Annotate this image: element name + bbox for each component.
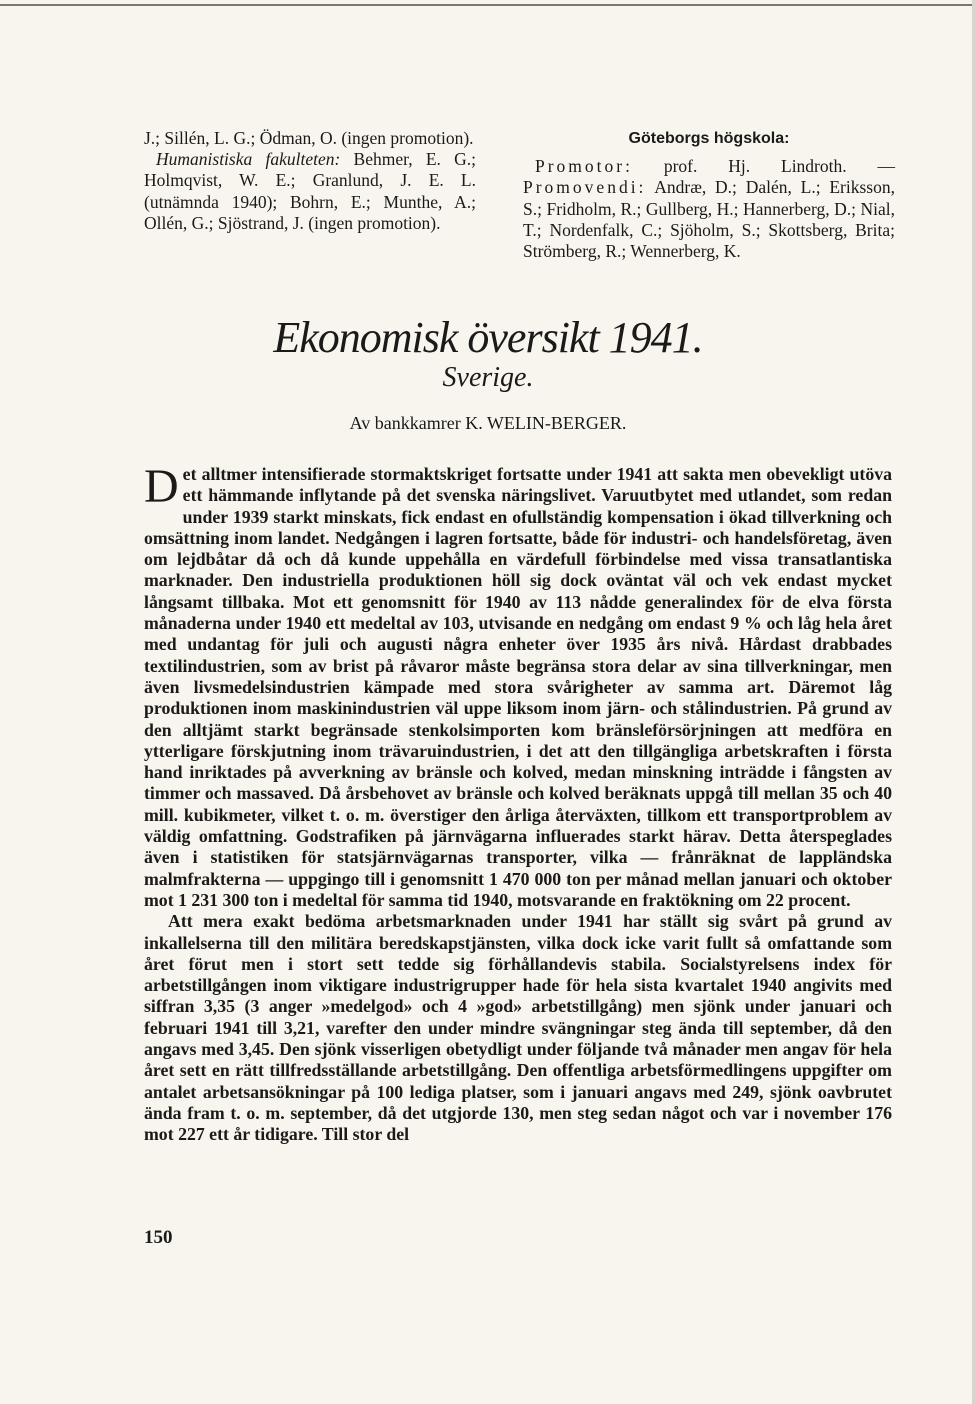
article-title: Ekonomisk översikt 1941. <box>273 313 703 362</box>
paragraph-2: Att mera exakt bedöma arbetsmarknaden under 1941 har ställt sig svårt på grund av inkallelserna till den militära beredskapstjänsten, vilka dock icke varit fullt så omfattande som året förut men i stort sett tedde sig förhållandevis stabila. Socialstyrelsens index för arbetstillgången inom viktigare industrigrupper hade för hela sista kvartalet 1940 angivits med siffran 3,35 (3 anger »medelgod» och 4 »god» arbetstillgång) men sjönk under januari och februari 1941 till 3,21, varefter den under mindre svängningar steg ända till september, då den angavs med 3,45. Den sjönk visserligen obetydligt under följande två månader men angav för hela året sett en rätt tillfredsställande arbetstillgång. Den offentliga arbetsförmedlingens uppgifter om antalet arbetsansökningar på 100 lediga platser, som i januari angavs med 249, sjönk oavbrutet ända fram t. o. m. september, då det utgjorde 130, men steg sedan något och var i november 176 mot 227 ett år tidigare. Till stor del <box>144 911 892 1145</box>
article-author: Av bankkamrer K. WELIN-BERGER. <box>349 413 627 433</box>
drop-cap: D <box>144 460 179 513</box>
faculty-text: Behmer, E. G.; Holmqvist, W. E.; Granlund, J. E. L. (utnämnda 1940); Bohrn, E.; Munthe, A.; Ollén, G.; Sjöstrand, J. (ingen promotion). <box>144 149 477 233</box>
page-number: 150 <box>144 1227 173 1248</box>
left-column <box>144 128 476 234</box>
article-body <box>144 460 892 1146</box>
paragraph-1 <box>144 460 892 911</box>
page-edge <box>972 0 976 1404</box>
promovendi-text: Andræ, D.; Dalén, L.; Eriksson, S.; Fridholm, R.; Gullberg, H.; Hannerberg, D.; Nial, T.; Nordenfalk, C.; Sjöholm, S.; Skottsberg, Brita; Strömberg, R.; Wennerberg, K. <box>523 177 895 262</box>
article-subtitle: Sverige. <box>442 362 534 393</box>
faculty-paragraph <box>144 149 476 234</box>
promotor-label: Promotor: <box>535 156 633 177</box>
faculty-label: Humanistiska fakulteten: <box>156 149 341 170</box>
right-heading: Göteborgs högskola: <box>628 130 790 147</box>
promotor-paragraph <box>523 156 895 262</box>
right-column <box>523 128 895 262</box>
left-line: J.; Sillén, L. G.; Ödman, O. (ingen promotion). <box>144 128 474 148</box>
top-rule <box>0 4 976 6</box>
promotor-text: prof. Hj. Lindroth. — <box>632 156 895 177</box>
paragraph-1-text: et alltmer intensifierade stormaktskriget fortsatte under 1941 att sakta men obevekligt utöva ett hämmande inflytande på det svenska näringslivet. Varuutbytet med utlandet, som redan under 1939 starkt minskats, fick endast en ofullständig kompensation i ökad tillverkning och omsättning inom landet. Nedgången i lagren fortsatte, både för industri- och handelsföretag, även om lejdbåtar då och då kunde uppehålla en värdefull förbindelse med vissa transatlantiska marknader. Den industriella produktionen höll sig dock oväntat väl och vek endast mycket långsamt tillbaka. Mot ett genomsnitt för 1940 av 113 nådde generalindex för de elva första månaderna under 1940 ett medeltal av 103, utvisande en nedgång om endast 9 % och låg hela året med undantag för juli och augusti några enheter över 1935 års nivå. Hårdast drabbades textilindustrien, som av brist på råvaror måste begränsa stora delar av sina tillverkningar, men även livsmedelsindustrien kämpade med stora svårigheter av samma art. Däremot låg produktionen inom maskinindustrien väl uppe liksom inom järn- och stålindustrien. På grund av den alltjämt starkt begränsade stenkolsimporten kom bränsleförsörjningen att medföra en ytterligare förskjutning inom trävaruindustrien, i det att den tillgängliga arbetskraften i första hand inriktades på avverkning av bränsle och kolved, medan minskning inträdde i fångsten av timmer och massaved. Då årsbehovet av bränsle och kolved beräknats uppgå till mellan 35 och 40 mill. kubikmeter, vilket t. o. m. överstiger den årliga återväxten, tillkom ett transportproblem av väldig omfattning. Godstrafiken på järnvägarna influerades starkt härav. Detta återspeglades även i statistiken för statsjärnvägarnas transporter, vilka — frånräknat de lappländska malmfrakterna — uppgingo till i genomsnitt 1 470 000 ton per månad mellan januari och oktober mot 1 231 300 ton i medeltal för samma tid 1940, motsvarande en fraktökning om 22 procent. <box>144 464 892 910</box>
promovendi-label: Promovendi: <box>523 177 647 198</box>
